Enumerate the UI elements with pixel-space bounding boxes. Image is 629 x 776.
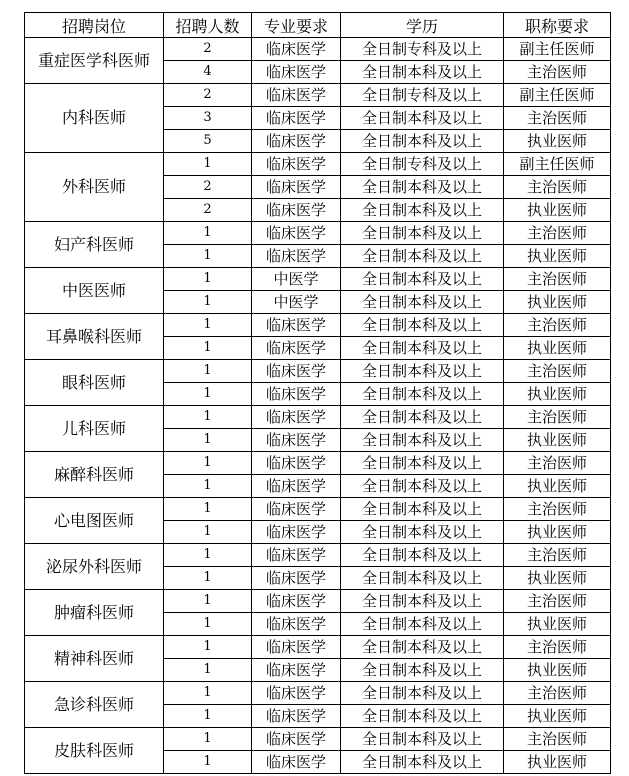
education-cell: 全日制本科及以上	[341, 383, 504, 406]
major-cell: 临床医学	[252, 360, 341, 383]
major-cell: 中医学	[252, 291, 341, 314]
major-cell: 临床医学	[252, 222, 341, 245]
table-row	[25, 222, 611, 245]
education-cell: 全日制本科及以上	[341, 452, 504, 475]
education-cell: 全日制本科及以上	[341, 245, 504, 268]
education-cell: 全日制本科及以上	[341, 613, 504, 636]
title-cell: 主治医师	[504, 636, 611, 659]
major-cell: 临床医学	[252, 682, 341, 705]
title-cell: 主治医师	[504, 682, 611, 705]
title-cell: 执业医师	[504, 751, 611, 774]
headcount-cell: 4	[164, 61, 252, 84]
education-cell: 全日制本科及以上	[341, 337, 504, 360]
headcount-cell: 2	[164, 176, 252, 199]
major-cell: 临床医学	[252, 429, 341, 452]
headcount-cell: 1	[164, 245, 252, 268]
headcount-cell: 1	[164, 590, 252, 613]
major-cell: 临床医学	[252, 659, 341, 682]
headcount-cell: 1	[164, 544, 252, 567]
title-cell: 执业医师	[504, 383, 611, 406]
title-cell: 主治医师	[504, 61, 611, 84]
post-cell: 泌尿外科医师	[25, 544, 164, 590]
title-cell: 主治医师	[504, 360, 611, 383]
major-cell: 临床医学	[252, 544, 341, 567]
headcount-cell: 2	[164, 84, 252, 107]
education-cell: 全日制本科及以上	[341, 291, 504, 314]
headcount-cell: 1	[164, 567, 252, 590]
education-cell: 全日制本科及以上	[341, 222, 504, 245]
header-education: 学历	[341, 13, 504, 38]
title-cell: 执业医师	[504, 199, 611, 222]
table-row	[25, 452, 611, 475]
post-cell: 急诊科医师	[25, 682, 164, 728]
table-row	[25, 360, 611, 383]
title-cell: 执业医师	[504, 291, 611, 314]
title-cell: 副主任医师	[504, 38, 611, 61]
headcount-cell: 1	[164, 682, 252, 705]
title-cell: 执业医师	[504, 475, 611, 498]
table-row	[25, 153, 611, 176]
education-cell: 全日制本科及以上	[341, 176, 504, 199]
post-cell: 精神科医师	[25, 636, 164, 682]
post-cell: 眼科医师	[25, 360, 164, 406]
major-cell: 临床医学	[252, 751, 341, 774]
title-cell: 主治医师	[504, 544, 611, 567]
table-row	[25, 544, 611, 567]
education-cell: 全日制专科及以上	[341, 153, 504, 176]
major-cell: 临床医学	[252, 314, 341, 337]
major-cell: 中医学	[252, 268, 341, 291]
education-cell: 全日制本科及以上	[341, 199, 504, 222]
table-row	[25, 268, 611, 291]
education-cell: 全日制本科及以上	[341, 636, 504, 659]
title-cell: 执业医师	[504, 521, 611, 544]
recruitment-table	[24, 12, 611, 774]
title-cell: 主治医师	[504, 107, 611, 130]
title-cell: 执业医师	[504, 429, 611, 452]
major-cell: 临床医学	[252, 38, 341, 61]
major-cell: 临床医学	[252, 337, 341, 360]
major-cell: 临床医学	[252, 452, 341, 475]
major-cell: 临床医学	[252, 245, 341, 268]
table-row	[25, 498, 611, 521]
post-cell: 外科医师	[25, 153, 164, 222]
major-cell: 临床医学	[252, 567, 341, 590]
header-post: 招聘岗位	[25, 13, 164, 38]
education-cell: 全日制本科及以上	[341, 130, 504, 153]
post-cell: 中医医师	[25, 268, 164, 314]
headcount-cell: 2	[164, 38, 252, 61]
headcount-cell: 1	[164, 153, 252, 176]
headcount-cell: 1	[164, 751, 252, 774]
headcount-cell: 5	[164, 130, 252, 153]
education-cell: 全日制本科及以上	[341, 728, 504, 751]
table-row	[25, 590, 611, 613]
headcount-cell: 1	[164, 314, 252, 337]
major-cell: 临床医学	[252, 107, 341, 130]
headcount-cell: 1	[164, 498, 252, 521]
major-cell: 临床医学	[252, 475, 341, 498]
headcount-cell: 1	[164, 521, 252, 544]
headcount-cell: 1	[164, 268, 252, 291]
education-cell: 全日制本科及以上	[341, 429, 504, 452]
headcount-cell: 3	[164, 107, 252, 130]
title-cell: 执业医师	[504, 567, 611, 590]
headcount-cell: 1	[164, 383, 252, 406]
post-cell: 肿瘤科医师	[25, 590, 164, 636]
title-cell: 执业医师	[504, 613, 611, 636]
title-cell: 主治医师	[504, 176, 611, 199]
major-cell: 临床医学	[252, 613, 341, 636]
title-cell: 执业医师	[504, 130, 611, 153]
education-cell: 全日制本科及以上	[341, 475, 504, 498]
education-cell: 全日制本科及以上	[341, 705, 504, 728]
title-cell: 主治医师	[504, 406, 611, 429]
table-row	[25, 314, 611, 337]
major-cell: 临床医学	[252, 383, 341, 406]
table-row	[25, 728, 611, 751]
major-cell: 临床医学	[252, 590, 341, 613]
post-cell: 内科医师	[25, 84, 164, 153]
post-cell: 心电图医师	[25, 498, 164, 544]
headcount-cell: 1	[164, 429, 252, 452]
table-body	[25, 38, 611, 774]
education-cell: 全日制本科及以上	[341, 406, 504, 429]
headcount-cell: 1	[164, 636, 252, 659]
headcount-cell: 1	[164, 291, 252, 314]
title-cell: 主治医师	[504, 590, 611, 613]
headcount-cell: 1	[164, 475, 252, 498]
table-row	[25, 636, 611, 659]
title-cell: 主治医师	[504, 222, 611, 245]
title-cell: 执业医师	[504, 337, 611, 360]
table-header-row	[25, 13, 611, 38]
education-cell: 全日制本科及以上	[341, 751, 504, 774]
education-cell: 全日制本科及以上	[341, 521, 504, 544]
post-cell: 耳鼻喉科医师	[25, 314, 164, 360]
table-row	[25, 84, 611, 107]
title-cell: 主治医师	[504, 452, 611, 475]
education-cell: 全日制本科及以上	[341, 107, 504, 130]
headcount-cell: 2	[164, 199, 252, 222]
title-cell: 主治医师	[504, 498, 611, 521]
post-cell: 皮肤科医师	[25, 728, 164, 774]
major-cell: 临床医学	[252, 636, 341, 659]
title-cell: 主治医师	[504, 728, 611, 751]
title-cell: 主治医师	[504, 268, 611, 291]
table-row	[25, 406, 611, 429]
title-cell: 主治医师	[504, 314, 611, 337]
headcount-cell: 1	[164, 613, 252, 636]
education-cell: 全日制专科及以上	[341, 84, 504, 107]
headcount-cell: 1	[164, 659, 252, 682]
major-cell: 临床医学	[252, 728, 341, 751]
table-row	[25, 38, 611, 61]
education-cell: 全日制专科及以上	[341, 38, 504, 61]
title-cell: 副主任医师	[504, 153, 611, 176]
major-cell: 临床医学	[252, 61, 341, 84]
major-cell: 临床医学	[252, 705, 341, 728]
major-cell: 临床医学	[252, 521, 341, 544]
education-cell: 全日制本科及以上	[341, 314, 504, 337]
title-cell: 执业医师	[504, 705, 611, 728]
title-cell: 执业医师	[504, 245, 611, 268]
major-cell: 临床医学	[252, 176, 341, 199]
education-cell: 全日制本科及以上	[341, 544, 504, 567]
headcount-cell: 1	[164, 360, 252, 383]
education-cell: 全日制本科及以上	[341, 498, 504, 521]
education-cell: 全日制本科及以上	[341, 659, 504, 682]
headcount-cell: 1	[164, 705, 252, 728]
education-cell: 全日制本科及以上	[341, 360, 504, 383]
major-cell: 临床医学	[252, 199, 341, 222]
post-cell: 妇产科医师	[25, 222, 164, 268]
education-cell: 全日制本科及以上	[341, 590, 504, 613]
title-cell: 执业医师	[504, 659, 611, 682]
major-cell: 临床医学	[252, 130, 341, 153]
headcount-cell: 1	[164, 337, 252, 360]
title-cell: 副主任医师	[504, 84, 611, 107]
headcount-cell: 1	[164, 452, 252, 475]
header-title: 职称要求	[504, 13, 611, 38]
education-cell: 全日制本科及以上	[341, 682, 504, 705]
recruitment-table-container	[24, 12, 611, 774]
major-cell: 临床医学	[252, 153, 341, 176]
headcount-cell: 1	[164, 222, 252, 245]
education-cell: 全日制本科及以上	[341, 61, 504, 84]
education-cell: 全日制本科及以上	[341, 567, 504, 590]
table-row	[25, 682, 611, 705]
post-cell: 重症医学科医师	[25, 38, 164, 84]
education-cell: 全日制本科及以上	[341, 268, 504, 291]
major-cell: 临床医学	[252, 84, 341, 107]
major-cell: 临床医学	[252, 406, 341, 429]
post-cell: 麻醉科医师	[25, 452, 164, 498]
post-cell: 儿科医师	[25, 406, 164, 452]
header-headcount: 招聘人数	[164, 13, 252, 38]
headcount-cell: 1	[164, 728, 252, 751]
headcount-cell: 1	[164, 406, 252, 429]
major-cell: 临床医学	[252, 498, 341, 521]
header-major: 专业要求	[252, 13, 341, 38]
